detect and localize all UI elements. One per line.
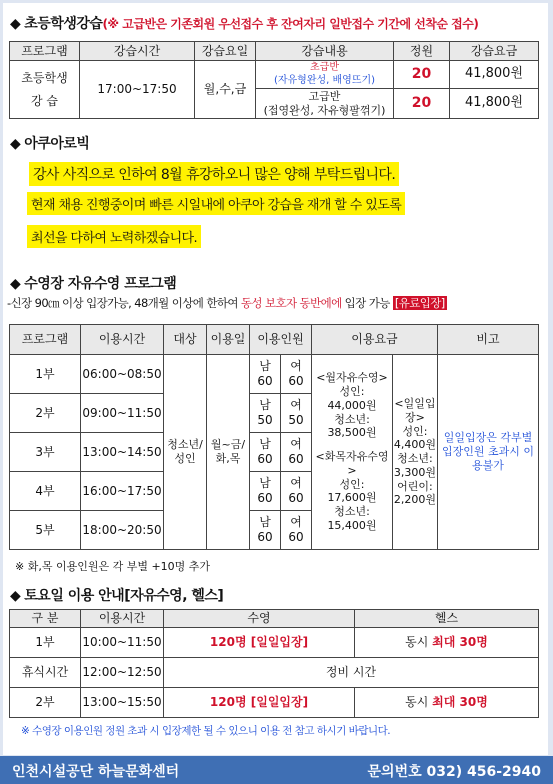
section-freeswim-title xyxy=(10,273,176,293)
time-cell: 09:00~11:50 xyxy=(81,394,164,433)
capacity: 20 xyxy=(394,89,450,119)
col-header: 프로그램 xyxy=(10,42,80,61)
male-label: 남 xyxy=(259,359,271,373)
col-header: 수영 xyxy=(164,610,355,628)
female-count: 60 xyxy=(288,491,304,505)
lesson-days: 월,수,금 xyxy=(195,61,256,119)
male-count: 60 xyxy=(257,452,273,466)
paid-tag: [유료입장] xyxy=(394,296,445,310)
class-name: 고급반 xyxy=(308,89,341,103)
priority-notice: (※ 고급반은 기존회원 우선접수 후 잔여자리 일반접수 기간에 선착순 접수) xyxy=(102,17,479,31)
section-saturday-title xyxy=(10,585,223,605)
effort-notice: 최선을 다하여 노력하겠습니다. xyxy=(27,225,201,248)
class-name: 초급반 xyxy=(310,62,339,73)
female-cell xyxy=(281,433,312,472)
fee-label: 청소년: xyxy=(334,505,370,519)
swim-cell: 120명 [일일입장] xyxy=(164,688,355,718)
saturday-table xyxy=(9,609,539,718)
gym-max: 최대 30명 xyxy=(432,635,488,649)
female-label: 여 xyxy=(290,515,302,529)
col-header: 비고 xyxy=(437,325,538,355)
monthly-fee-cell xyxy=(312,355,393,550)
female-cell xyxy=(281,472,312,511)
notice-page xyxy=(3,3,548,755)
fee: 41,800원 xyxy=(450,89,539,119)
time-cell: 13:00~14:50 xyxy=(81,433,164,472)
swim-cell: 120명 [일일입장] xyxy=(164,628,355,658)
female-label: 여 xyxy=(290,398,302,412)
time-cell: 12:00~12:50 xyxy=(81,658,164,688)
section-title-text: 초등학생강습 xyxy=(24,16,103,32)
diamond-bullet-icon: ◆ xyxy=(10,16,21,32)
col-header: 헬스 xyxy=(355,610,539,628)
female-label: 여 xyxy=(290,437,302,451)
fee-label: 청소년: xyxy=(334,412,370,426)
time-cell: 18:00~20:50 xyxy=(81,511,164,550)
admission-condition xyxy=(7,295,447,311)
col-header: 구 분 xyxy=(10,610,81,628)
fee-label: 성인: xyxy=(339,385,365,399)
col-header: 이용인원 xyxy=(250,325,312,355)
male-count: 50 xyxy=(257,413,273,427)
col-header: 이용시간 xyxy=(81,325,164,355)
female-label: 여 xyxy=(290,476,302,490)
tue-thu-note: ※ 화,목 이용인원은 각 부별 +10명 추가 xyxy=(15,560,211,573)
part-cell: 2부 xyxy=(10,394,81,433)
program-line: 초등학생 xyxy=(21,70,68,85)
part-cell: 5부 xyxy=(10,511,81,550)
section-aquarobic-title xyxy=(10,133,89,153)
male-cell xyxy=(250,433,281,472)
fee-label: 성인: xyxy=(402,424,428,438)
capacity-note: ※ 수영장 이용인원 정원 초과 시 입장제한 될 수 있으니 이용 전 참고 하시기 바랍니다. xyxy=(21,725,391,737)
part-cell: 1부 xyxy=(10,628,81,658)
female-count: 60 xyxy=(288,374,304,388)
fee-value: 2,200원 xyxy=(393,493,437,507)
target-cell: 청소년/성인 xyxy=(164,355,207,550)
male-cell xyxy=(250,511,281,550)
male-count: 60 xyxy=(257,374,273,388)
fee-value: 17,600원 xyxy=(327,491,377,505)
male-cell xyxy=(250,394,281,433)
program-cell xyxy=(10,61,80,119)
fee-title: <화목자유수영> xyxy=(315,450,389,477)
diamond-bullet-icon: ◆ xyxy=(10,276,21,292)
female-count: 50 xyxy=(288,413,304,427)
footer-contact: 문의번호 032) 456-2940 xyxy=(367,764,541,780)
male-label: 남 xyxy=(259,398,271,412)
female-cell xyxy=(281,394,312,433)
closure-notice: 강사 사직으로 인하여 8월 휴강하오니 많은 양해 부탁드립니다. xyxy=(29,162,399,186)
class-detail: (접영완성, 자유형팔꺾기) xyxy=(263,103,386,117)
capacity: 20 xyxy=(394,61,450,89)
remark-cell: 일일입장은 각부별입장인원 초과시 이용불가 xyxy=(437,355,538,550)
section-elementary-title xyxy=(10,13,478,33)
fee-value: 38,500원 xyxy=(327,426,377,440)
male-count: 60 xyxy=(257,491,273,505)
fee-title: <일일입장> xyxy=(394,397,436,424)
daily-fee-cell xyxy=(393,355,438,550)
guardian-text: 동성 보호자 동반에에 xyxy=(240,296,342,310)
male-count: 60 xyxy=(257,530,273,544)
fee-value: 44,000원 xyxy=(327,398,377,412)
section-title-text: 수영장 자유수영 프로그램 xyxy=(24,276,177,292)
male-cell xyxy=(250,472,281,511)
time-cell: 06:00~08:50 xyxy=(81,355,164,394)
days-cell: 월~금/화,목 xyxy=(207,355,250,550)
program-line: 강 습 xyxy=(31,93,58,108)
class-detail: (자유형완성, 배영뜨기) xyxy=(273,74,376,86)
time-cell: 16:00~17:50 xyxy=(81,472,164,511)
fee-value: 3,300원 xyxy=(393,465,437,479)
female-cell xyxy=(281,511,312,550)
fee-label: 성인: xyxy=(339,477,365,491)
hiring-notice: 현재 채용 진행중이며 빠른 시일내에 아쿠아 강습을 재개 할 수 있도록 xyxy=(27,192,405,215)
maintenance-cell: 정비 시간 xyxy=(164,658,539,688)
col-header: 강습내용 xyxy=(256,42,394,61)
gym-cell xyxy=(355,688,539,718)
gym-text: 동시 xyxy=(405,635,433,649)
fee-label: 어린이: xyxy=(397,479,433,493)
col-header: 이용시간 xyxy=(81,610,164,628)
lesson-time: 17:00~17:50 xyxy=(80,61,195,119)
male-label: 남 xyxy=(259,476,271,490)
male-label: 남 xyxy=(259,515,271,529)
time-cell: 13:00~15:50 xyxy=(81,688,164,718)
condition-text: 입장 가능 xyxy=(341,296,393,310)
fee-label: 청소년: xyxy=(397,452,433,465)
fee-value: 4,400원 xyxy=(393,438,437,452)
male-cell xyxy=(250,355,281,394)
footer-bar xyxy=(0,756,553,784)
part-cell: 1부 xyxy=(10,355,81,394)
female-count: 60 xyxy=(288,530,304,544)
col-header: 강습요금 xyxy=(450,42,539,61)
col-header: 강습시간 xyxy=(80,42,195,61)
diamond-bullet-icon: ◆ xyxy=(10,136,21,152)
female-label: 여 xyxy=(290,359,302,373)
time-cell: 10:00~11:50 xyxy=(81,628,164,658)
female-count: 60 xyxy=(288,452,304,466)
col-header: 대상 xyxy=(164,325,207,355)
free-swim-table xyxy=(9,324,539,550)
part-cell: 3부 xyxy=(10,433,81,472)
col-header: 이용요금 xyxy=(312,325,438,355)
gym-text: 동시 xyxy=(405,695,433,709)
gym-cell xyxy=(355,628,539,658)
col-header: 프로그램 xyxy=(10,325,81,355)
lesson-content xyxy=(256,61,394,89)
fee: 41,800원 xyxy=(450,61,539,89)
col-header: 정원 xyxy=(394,42,450,61)
footer-org: 인천시설공단 하늘문화센터 xyxy=(12,764,180,780)
section-title-text: 아쿠아로빅 xyxy=(24,136,90,152)
condition-text: -신장 90㎝ 이상 입장가능, 48개월 이상에 한하여 xyxy=(7,296,241,310)
fee-value: 15,400원 xyxy=(327,518,377,532)
female-cell xyxy=(281,355,312,394)
fee-title: <월자유수영> xyxy=(316,371,388,385)
lesson-content xyxy=(256,89,394,119)
gym-max: 최대 30명 xyxy=(432,695,488,709)
diamond-bullet-icon: ◆ xyxy=(10,588,21,604)
elementary-lesson-table xyxy=(9,41,539,119)
part-cell: 2부 xyxy=(10,688,81,718)
section-title-text: 토요일 이용 안내[자유수영, 헬스] xyxy=(24,588,224,604)
male-label: 남 xyxy=(259,437,271,451)
col-header: 이용일 xyxy=(207,325,250,355)
col-header: 강습요일 xyxy=(195,42,256,61)
part-cell: 4부 xyxy=(10,472,81,511)
part-cell: 휴식시간 xyxy=(10,658,81,688)
